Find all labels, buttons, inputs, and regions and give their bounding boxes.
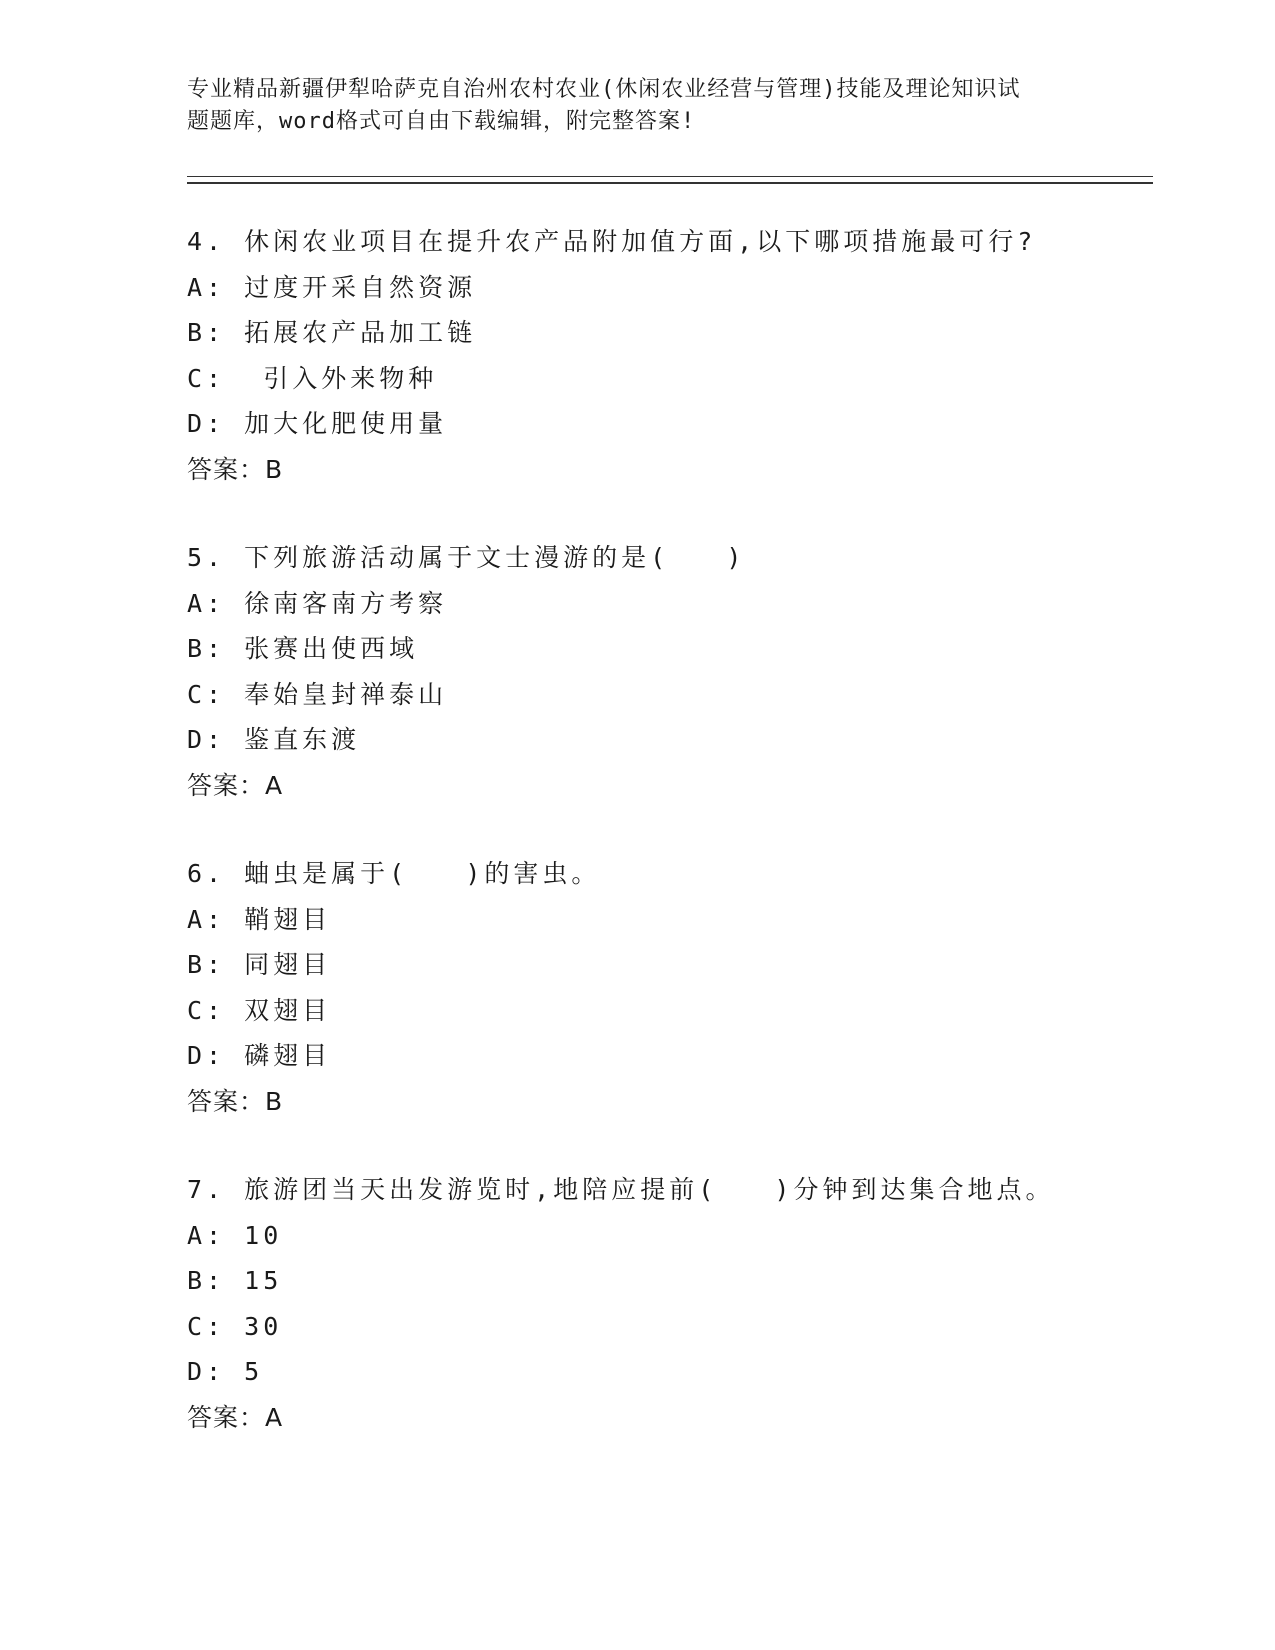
answer: 答案：B	[187, 454, 284, 484]
option-c: C: 奉始皇封禅泰山	[187, 679, 448, 709]
option-c: C: 30	[187, 1311, 283, 1341]
answer: 答案：B	[187, 1086, 284, 1116]
option-d: D: 磷翅目	[187, 1041, 332, 1070]
question-stem: 5. 下列旅游活动属于文士漫游的是( )	[187, 543, 746, 572]
question-5	[187, 535, 1137, 808]
option-c: C: 双翅目	[187, 995, 332, 1025]
header-line-2: 题题库，word格式可自由下载编辑，附完整答案!	[187, 109, 696, 134]
question-stem: 4. 休闲农业项目在提升农产品附加值方面,以下哪项措施最可行?	[187, 227, 1037, 256]
option-d: D: 鉴直东渡	[187, 725, 361, 754]
answer: 答案：A	[187, 770, 284, 800]
question-stem: 6. 蚰虫是属于( )的害虫。	[187, 859, 601, 888]
header-divider	[187, 176, 1153, 184]
option-d: D: 加大化肥使用量	[187, 409, 448, 438]
option-c: C: 引入外来物种	[187, 363, 438, 393]
answer: 答案：A	[187, 1402, 284, 1432]
option-a: A: 过度开采自然资源	[187, 272, 477, 302]
option-d: D: 5	[187, 1357, 264, 1386]
option-a: A: 徐南客南方考察	[187, 588, 448, 618]
option-b: B: 同翅目	[187, 950, 332, 979]
question-4	[187, 219, 1137, 492]
header-line-1: 专业精品新疆伊犁哈萨克自治州农村农业(休闲农业经营与管理)技能及理论知识试	[187, 77, 1021, 102]
option-b: B: 拓展农产品加工链	[187, 318, 477, 347]
option-b: B: 15	[187, 1266, 283, 1295]
option-a: A: 鞘翅目	[187, 904, 332, 934]
question-stem: 7. 旅游团当天出发游览时,地陪应提前( )分钟到达集合地点。	[187, 1175, 1055, 1204]
option-a: A: 10	[187, 1220, 283, 1250]
option-b: B: 张赛出使西域	[187, 634, 419, 663]
document-header	[187, 74, 1087, 138]
question-7	[187, 1167, 1137, 1440]
question-6	[187, 851, 1137, 1124]
